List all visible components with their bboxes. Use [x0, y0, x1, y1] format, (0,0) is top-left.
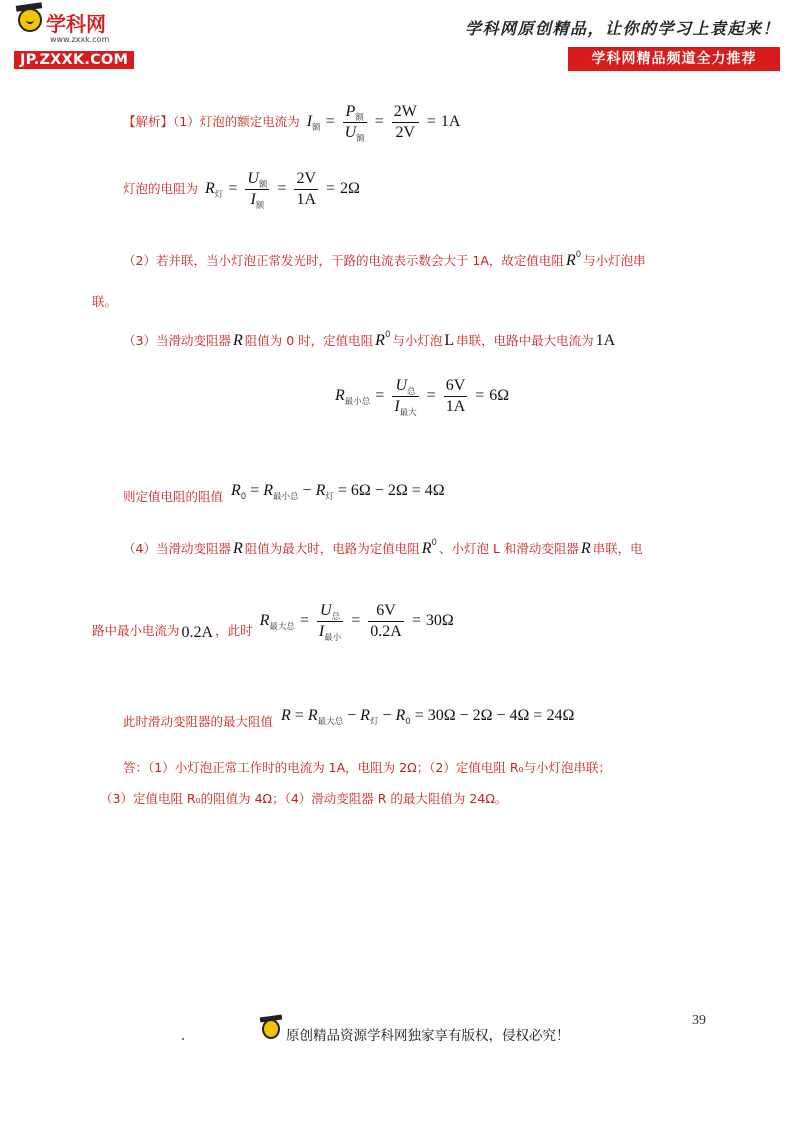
r-symbol-2: R [580, 540, 591, 557]
para-7-text-2: ，此时 [215, 623, 253, 639]
para-4-text-1: （3）当滑动变阻器 [123, 333, 231, 348]
min-total-resistance-formula: $R_{最小总}$ = $\frac{U_总}{I_{最大}}$ = $\frac{6V}{1A}$ = 6Ω [335, 377, 510, 418]
answer-line-2: （3）定值电阻 R₀的阻值为 4Ω；（4）滑动变阻器 R 的最大阻值为 24Ω。 [100, 791, 508, 806]
footer-dot [182, 1038, 184, 1040]
min-current-value: 0.2A [181, 624, 214, 642]
para-8-text: 此时滑动变阻器的最大阻值 [123, 714, 274, 729]
lamp-resistance-formula: $R_灯$ = $\frac{U_额}{I_额}$ = $\frac{2V}{1A}$ = 2Ω [205, 170, 360, 211]
answer-line-1: 答：（1）小灯泡正常工作时的电流为 1A，电阻为 2Ω；（2）定值电阻 R₀与小灯泡串联； [123, 760, 612, 775]
para-1-text: （1）灯泡的额定电流为 [173, 114, 300, 130]
para-5-text: 则定值电阻的阻值 [123, 489, 224, 504]
para-7 [92, 602, 454, 641]
logo-url: www.zxxk.com [50, 35, 110, 44]
logo-domain: JP.ZXXK.COM [14, 51, 134, 69]
para-8 [123, 705, 575, 729]
logo-name: 学科网 [46, 12, 106, 36]
max-rheostat-resistance-formula: $R = R_{最大总} - R_灯 - R_0 = 30\Omega - 2\Omega - 4\Omega = 24\Omega$ [281, 707, 575, 727]
para-5 [123, 480, 445, 504]
max-current-value: 1A [595, 332, 616, 349]
para-4 [123, 330, 615, 350]
r0-formula: $R_0 = R_{最小总} - R_灯 = 6\Omega - 2\Omega = 4\Omega$ [231, 482, 445, 502]
para-6-text-3: 、小灯泡 L 和滑动变阻器 [438, 541, 579, 556]
para-3-text: （2）若并联，当小灯泡正常发光时，干路的电流表示数会大于 1A，故定值电阻 [123, 253, 564, 268]
para-2-text: 灯泡的电阻为 [123, 181, 199, 197]
solution-label: 【解析】 [123, 114, 174, 130]
page-number: 39 [692, 1013, 706, 1028]
r0-symbol: $R^0$ [565, 250, 582, 269]
max-total-resistance-formula: $R_{最大总}$ = $\frac{U_总}{I_{最小}}$ = $\frac{6V}{0.2A}$ = 30Ω [259, 602, 454, 643]
r-symbol: R [232, 332, 243, 349]
para-7-text-1: 路中最小电流为 [92, 623, 180, 639]
header-slogan: 学科网原创精品，让你的学习上袁起来！ [464, 19, 780, 38]
para-1 [123, 103, 460, 142]
lamp-symbol: L [444, 332, 455, 349]
para-6-text-2: 阻值为最大时，电路为定值电阻 [244, 541, 420, 556]
r-symbol: R [232, 540, 243, 557]
para-2 [123, 170, 360, 209]
mascot-footer-icon [262, 1019, 280, 1039]
para-4-text-4: 串联，电路中最大电流为 [456, 333, 594, 348]
para-6 [123, 538, 643, 558]
copyright-notice: 原创精品资源学科网独家享有版权，侵权必究！ [286, 1028, 570, 1044]
para-4-text-2: 阻值为 0 时，定值电阻 [244, 333, 374, 348]
rated-current-formula: $I_额$ = $\frac{P_额}{U_额}$ = $\frac{2W}{2V}$ = 1A [306, 103, 461, 144]
para-3 [123, 250, 646, 270]
para-3-cont: 联。 [92, 294, 118, 309]
mascot-logo-icon [18, 8, 42, 32]
r0-symbol: $R^0$ [375, 330, 391, 349]
para-4-text-3: 与小灯泡 [392, 333, 443, 348]
para-3-text-2: 与小灯泡串 [583, 253, 646, 268]
para-6-text-4: 串联，电 [592, 541, 643, 556]
r0-symbol: $R^0$ [421, 538, 437, 557]
header-banner: 学科网精品频道全力推荐 [568, 47, 780, 71]
para-6-text-1: （4）当滑动变阻器 [123, 541, 231, 556]
